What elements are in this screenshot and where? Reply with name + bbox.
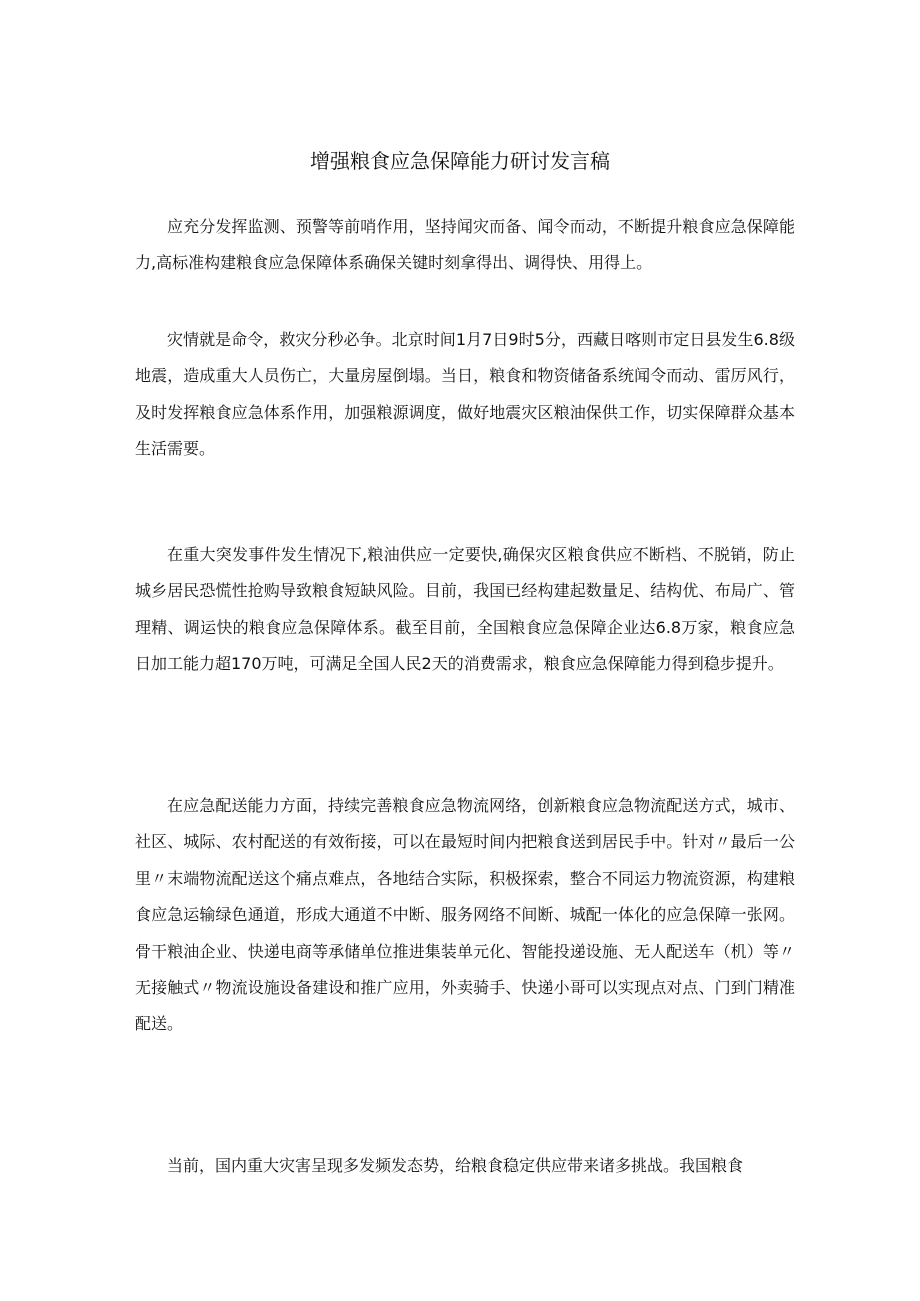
paragraph-1: 应充分发挥监测、预警等前哨作用，坚持闻灾而备、闻令而动，不断提升粮食应急保障能力,高标准构建粮食应急保障体系确保关键时刻拿得出、调得快、用得上。: [135, 217, 795, 273]
paragraph-5: 当前，国内重大灾害呈现多发频发态势，给粮食稳定供应带来诸多挑战。我国粮食: [167, 1156, 744, 1175]
paragraph-2: 灾情就是命令，救灾分秒必争。北京时间1月7日9时5分，西藏日喀则市定日县发生6.8级地震，造成重大人员伤亡，大量房屋倒塌。当日，粮食和物资储备系统闻令而动、雷厉风行，及时发挥粮食应急体系作用，加强粮源调度，做好地震灾区粮油保供工作，切实保障群众基本生活需要。: [135, 330, 795, 459]
paragraph-3: 在重大突发事件发生情况下,粮油供应一定要快,确保灾区粮食供应不断档、不脱销，防止城乡居民恐慌性抢购导致粮食短缺风险。目前，我国已经构建起数量足、结构优、布局广、管理精、调运快的粮食应急保障体系。截至目前，全国粮食应急保障企业达6.8万家，粮食应急日加工能力超170万吨，可满足全国人民2天的消费需求，粮食应急保障能力得到稳步提升。: [135, 545, 795, 674]
document-title: 增强粮食应急保障能力研讨发言稿: [310, 149, 610, 173]
paragraph-4: 在应急配送能力方面，持续完善粮食应急物流网络，创新粮食应急物流配送方式，城市、社区、城际、农村配送的有效衔接，可以在最短时间内把粮食送到居民手中。针对〃最后一公里〃末端物流配送这个痛点难点，各地结合实际，积极探索，整合不同运力物流资源，构建粮食应急运输绿色通道，形成大通道不中断、服务网络不间断、城配一体化的应急保障一张网。骨干粮油企业、快递电商等承储单位推进集装单元化、智能投递设施、无人配送车（机）等〃无接触式〃物流设施设备建设和推广应用，外卖骑手、快递小哥可以实现点对点、门到门精准配送。: [135, 796, 795, 1034]
